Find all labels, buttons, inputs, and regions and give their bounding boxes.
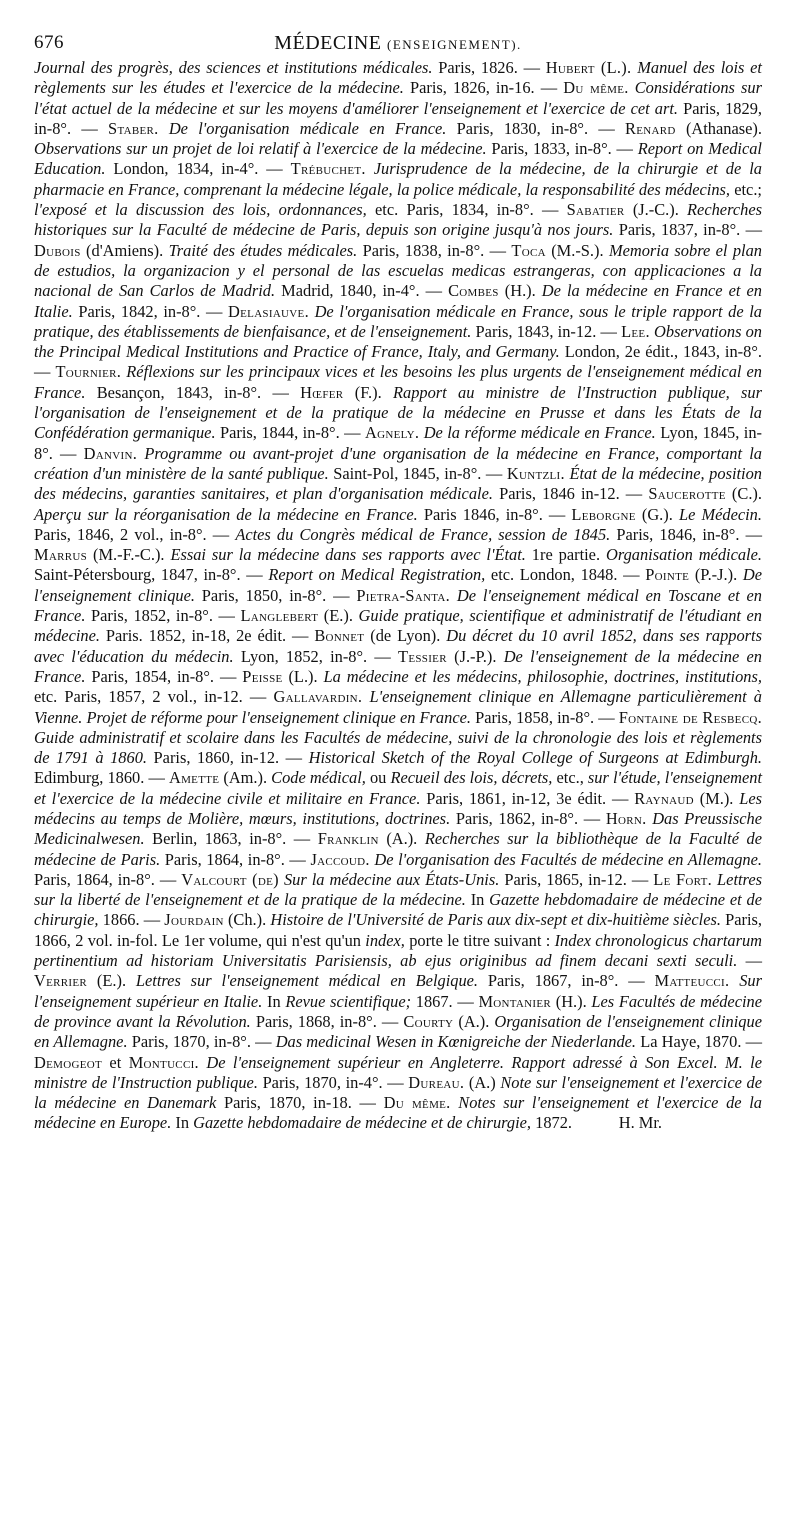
- citation-text: Paris, 1870, in-4°. —: [257, 1072, 409, 1092]
- work-title: De la réforme médicale en France.: [423, 423, 656, 443]
- author-name: Langlebert: [240, 606, 319, 626]
- work-title: Jurisprudence de la médecine, de la chirurgie et de la pharmacie en France, comprenant la médecine légale, la police médicale, la responsabilité des médecins,: [34, 159, 762, 199]
- citation-text: London, 1834, in-4°. —: [105, 159, 291, 179]
- citation-text: Paris, 1865, in-12. —: [499, 869, 654, 889]
- citation-text: (A.): [464, 1072, 501, 1092]
- author-signature: H. Mr.: [618, 1113, 662, 1133]
- work-title: La médecine et les médecins, philosophie, doctrines, institutions,: [323, 666, 762, 686]
- citation-text: Paris, 1858, in-8°. —: [470, 707, 619, 727]
- work-title: De l'enseignement de la médecine en France.: [34, 646, 762, 686]
- citation-text: Paris, 1826. —: [432, 58, 546, 77]
- citation-text: (H.).: [551, 991, 592, 1011]
- citation-text: In: [262, 991, 286, 1011]
- citation-text: (H.).: [498, 281, 542, 301]
- citation-text: Paris, 1846, 2 vol., in-8°. —: [34, 524, 236, 544]
- author-name: Bonnet: [314, 626, 365, 646]
- citation-text: Madrid, 1840, in-4°. —: [275, 281, 449, 301]
- work-title: Lettres sur l'enseignement médical en Belgique.: [135, 971, 479, 991]
- citation-text: (P.-J.).: [689, 565, 743, 585]
- citation-text: Paris, 1860, in-12. —: [147, 748, 309, 768]
- author-name: Tournier.: [55, 362, 122, 382]
- work-title: De l'organisation médicale en France, sous le triple rapport de la pratique, des établissements de bienfaisance, et de l'enseignement.: [34, 301, 762, 341]
- work-title: Organisation médicale.: [605, 545, 762, 565]
- citation-text: Berlin, 1863, in-8°. —: [144, 829, 318, 849]
- citation-text: Saint-Pol, 1845, in-8°. —: [328, 463, 507, 483]
- author-name: Trébuchet.: [290, 159, 366, 179]
- author-name: Saucerotte: [648, 484, 726, 504]
- work-title: l'exposé et la discussion des lois, ordonnances,: [34, 200, 367, 220]
- work-title: Revue scientifique;: [285, 991, 412, 1011]
- citation-text: et: [102, 1052, 129, 1072]
- citation-text: ou: [365, 768, 391, 788]
- citation-text: Paris, 1864, in-8°. —: [160, 849, 311, 869]
- citation-text: Paris, 1854, in-8°. —: [85, 666, 243, 686]
- author-name: Fontaine de Resbecq.: [618, 707, 762, 727]
- work-title: Les Facultés de médecine de province avant la Révolution.: [34, 991, 762, 1031]
- citation-text: [366, 159, 374, 178]
- work-title: De l'enseignement médical en Toscane et en France.: [34, 585, 762, 626]
- citation-text: (C.).: [725, 484, 762, 504]
- work-title: Gazette hebdomadaire de médecine et de chirurgie,: [193, 1113, 532, 1133]
- author-name: Kuntzli.: [506, 463, 565, 483]
- author-name: Toca: [511, 240, 546, 260]
- work-title: Observations on the Principal Medical Institutions and Practice of France, Italy, and Germany.: [34, 321, 763, 362]
- author-name: Danvin.: [83, 443, 138, 463]
- citation-text: (M.-S.).: [545, 240, 609, 260]
- work-title: Histoire de l'Université de Paris aux dix-sept et dix-huitième siècles.: [270, 910, 721, 930]
- author-name: Gallavardin.: [273, 687, 363, 707]
- author-name: Pietra-Santa.: [356, 585, 451, 605]
- work-title: De la médecine en France et en Italie.: [34, 281, 762, 321]
- page-number: 676: [34, 32, 64, 53]
- work-title: Code médical,: [271, 768, 366, 788]
- work-title: Le Médecin.: [678, 504, 762, 524]
- author-name: Pointe: [645, 565, 690, 585]
- author-name: Horn.: [605, 808, 647, 828]
- work-title: Essai sur la médecine dans ses rapports avec l'État.: [170, 545, 526, 565]
- citation-text: Paris, 1830, in-8°. —: [446, 118, 626, 138]
- citation-text: etc.,: [552, 768, 588, 788]
- citation-text: [450, 586, 457, 605]
- citation-text: La Haye, 1870. —: [636, 1032, 762, 1052]
- work-title: Das medicinal Wesen in Kœnigreiche der Niederlande.: [275, 1032, 637, 1052]
- author-name: Combes: [448, 281, 499, 301]
- author-name: Hubert (L.).: [545, 58, 632, 77]
- author-name: Dureau.: [408, 1072, 465, 1092]
- author-name: Agnely.: [365, 423, 420, 443]
- citation-text: Paris 1846, in-8°. —: [417, 504, 572, 524]
- citation-text: [729, 971, 739, 990]
- citation-text: Paris, 1844, in-8°. —: [215, 423, 366, 443]
- author-name: Jourdain: [164, 910, 224, 930]
- citation-text: Paris, 1870, in-8°. —: [127, 1032, 276, 1052]
- citation-text: Paris, 1862, in-8°. —: [450, 808, 606, 828]
- work-title: Organisation de l'enseignement clinique en Allemagne.: [34, 1011, 762, 1052]
- citation-text: (Athanase).: [675, 118, 762, 138]
- author-name: Hœfer: [300, 382, 344, 402]
- citation-text: London, 2e édit., 1843, in-8°. —: [34, 342, 762, 382]
- citation-text: (A.).: [453, 1011, 495, 1031]
- author-name: Peisse: [242, 666, 283, 686]
- work-title: Aperçu sur la réorganisation de la médecine en France.: [34, 504, 418, 524]
- work-title: De l'enseignement supérieur en Angleterre. Rapport adressé à Son Excel. M. le ministre de l'Instruction publique.: [34, 1052, 762, 1092]
- citation-text: etc. Paris, 1834, in-8°. —: [366, 200, 567, 220]
- work-title: De l'organisation des Facultés de médecine en Allemagne.: [374, 849, 762, 869]
- citation-text: (F.).: [343, 382, 393, 402]
- work-title: Recherches historiques sur la Faculté de médecine de Paris, depuis son origine jusqu'à nos jours.: [34, 200, 762, 240]
- citation-text: In: [171, 1113, 194, 1133]
- citation-text: [159, 119, 169, 138]
- citation-text: etc. Paris, 1857, 2 vol., in-12. —: [34, 687, 274, 707]
- author-name: Matteucci.: [654, 971, 730, 991]
- work-title: Sur l'enseignement supérieur en Italie.: [34, 971, 762, 1011]
- work-title: Report on Medical Education.: [34, 139, 762, 179]
- work-title: Traité des études médicales.: [168, 240, 358, 260]
- citation-text: Paris, 1852, in-8°. —: [85, 606, 241, 626]
- citation-text: Lyon, 1845, in-8°. —: [34, 423, 762, 463]
- work-title: Les médecins au temps de Molière, mœurs, institutions, doctrines.: [34, 788, 762, 828]
- work-title: Sur la médecine aux États-Unis.: [283, 869, 500, 889]
- work-title: Gazette hebdomadaire de médecine et de chirurgie,: [34, 890, 762, 930]
- work-title: Das Preussische Medicinalwesen.: [34, 808, 762, 849]
- author-name: Sabatier: [566, 200, 625, 220]
- work-title: Index chronologicus chartarum pertinentium ad historiam Universitatis Parisiensis, ab ejus originibus ad finem decani sexti seculi.: [34, 930, 762, 971]
- work-title: sur l'étude, l'enseignement et l'exercice de la médecine civile et militaire en France.: [34, 768, 763, 808]
- work-title: Du décret du 10 avril 1852, dans ses rapports avec l'éducation du médecin.: [34, 626, 762, 666]
- author-name: Marrus: [34, 545, 88, 565]
- citation-text: Paris. 1852, in-18, 2e édit. —: [99, 626, 315, 646]
- author-name: Tessier: [398, 646, 447, 666]
- citation-text: (Ch.).: [223, 910, 271, 930]
- author-name: Staber.: [108, 118, 159, 138]
- work-title: Rapport au ministre de l'Instruction publique, sur l'organisation de l'enseignement et de la pratique de la médecine en Prusse et dans les États de la Confédération germanique.: [34, 382, 762, 443]
- citation-text: Paris, 1861, in-12, 3e édit. —: [420, 788, 635, 808]
- citation-text: etc.;: [730, 179, 762, 199]
- citation-text: Saint-Pétersbourg, 1847, in-8°. —: [34, 565, 269, 585]
- running-title-subtitle: (ENSEIGNEMENT).: [387, 37, 522, 52]
- author-name: Renard: [625, 118, 676, 138]
- author-name: Verrier: [34, 971, 88, 991]
- citation-text: Edimburg, 1860. —: [34, 768, 169, 788]
- citation-text: Paris, 1826, in-16. —: [403, 78, 564, 98]
- work-title: Réflexions sur les principaux vices et les besoins les plus urgents de l'enseignement médical en France.: [34, 362, 762, 402]
- running-title-main: MÉDECINE: [274, 32, 382, 54]
- work-title: Lettres sur la liberté de l'enseignement et de la pratique de la médecine.: [34, 869, 762, 910]
- citation-text: Paris, 1850, in-8°. —: [194, 585, 357, 605]
- citation-text: (de Lyon).: [364, 626, 447, 646]
- citation-text: Paris, 1846 in-12. —: [492, 484, 649, 504]
- citation-text: Paris, 1833, in-8°. —: [486, 139, 638, 159]
- citation-text: (J.-P.).: [446, 646, 504, 666]
- work-title: Memoria sobre el plan de estudios, la organizacion y el personal de las escuelas medicas estrangeras, con applicaciones a la nacional de San Carlos de Madrid.: [34, 240, 762, 301]
- citation-text: Paris, 1864, in-8°. —: [34, 869, 182, 889]
- citation-text: etc. London, 1848. —: [485, 565, 646, 585]
- author-name: Raynaud: [634, 788, 694, 808]
- citation-text: 1872.: [531, 1113, 573, 1133]
- work-title: Historical Sketch of the Royal College of Surgeons at Edimburgh.: [308, 748, 762, 768]
- citation-text: Paris, 1838, in-8°. —: [357, 240, 512, 260]
- citation-text: (A.).: [378, 829, 425, 849]
- citation-text: Paris, 1866, 2 vol. in-fol. Le 1er volume, qui n'est qu'un: [34, 910, 763, 950]
- citation-text: 1re partie.: [525, 545, 606, 565]
- author-name: Jaccoud.: [310, 849, 370, 869]
- author-name: Amette: [168, 768, 220, 788]
- work-title: Observations sur un projet de loi relatif à l'exercice de la médecine.: [34, 139, 487, 159]
- work-title: De l'organisation médicale en France.: [168, 118, 447, 138]
- author-name: Courty: [403, 1011, 454, 1031]
- author-name: Franklin: [317, 829, 379, 849]
- work-title: Guide pratique, scientifique et administratif de l'étudiant en médecine.: [34, 606, 762, 646]
- work-title: Recueil des lois, décrets,: [390, 768, 553, 788]
- citation-text: 1867. —: [411, 991, 479, 1011]
- citation-text: porte le titre suivant :: [404, 930, 555, 950]
- author-name: Leborgne: [571, 504, 636, 524]
- citation-text: Paris, 1867, in-8°. —: [478, 971, 655, 991]
- citation-text: (M.).: [693, 788, 740, 808]
- bibliography-paragraph: [34, 58, 762, 1134]
- work-title: Programme ou avant-projet d'une organisation de la médecine en France, comportant la création d'un ministère de la santé publique.: [34, 443, 762, 483]
- running-header: [34, 22, 762, 54]
- author-name: Demogeot: [34, 1052, 103, 1072]
- author-name: Montanier: [478, 991, 552, 1011]
- citation-text: Paris, 1829, in-8°. —: [34, 98, 762, 138]
- citation-text: Paris, 1870, in-18. —: [216, 1093, 384, 1113]
- citation-text: Paris, 1846, in-8°. —: [610, 524, 762, 544]
- work-title: Journal des progrès, des sciences et institutions médicales.: [34, 58, 433, 77]
- author-name: Lee.: [621, 321, 650, 341]
- author-name: Du même.: [563, 78, 629, 98]
- citation-text: (J.-C.).: [624, 200, 688, 220]
- author-name: Delasiauve.: [228, 301, 309, 321]
- citation-text: Paris, 1843, in-12. —: [471, 321, 622, 341]
- running-title: [34, 32, 762, 55]
- author-name: Montucci.: [128, 1052, 199, 1072]
- citation-text: —: [737, 951, 762, 971]
- citation-text: In: [465, 890, 490, 910]
- citation-text: Paris, 1842, in-8°. —: [72, 301, 229, 321]
- author-name: Dubois: [34, 240, 81, 260]
- work-title: De l'enseignement clinique.: [34, 565, 762, 605]
- work-title: Note sur l'enseignement et l'exercice de la médecine en Danemark: [34, 1072, 762, 1113]
- citation-text: Lyon, 1852, in-8°. —: [233, 646, 399, 666]
- author-name: Le Fort.: [653, 869, 713, 889]
- citation-text: (L.).: [282, 666, 324, 686]
- work-title: Recherches sur la bibliothèque de la Faculté de médecine de Paris.: [34, 829, 762, 869]
- work-title: Considérations sur l'état actuel de la médecine et sur les moyens d'améliorer l'enseignement et l'exercice de cet art.: [34, 78, 762, 118]
- bibliography-text: [34, 58, 762, 1134]
- citation-text: 1866. —: [98, 910, 165, 930]
- citation-text: (M.-F.-C.).: [87, 545, 171, 565]
- citation-text: Paris, 1868, in-8°. —: [250, 1011, 404, 1031]
- work-title: Report on Medical Registration,: [268, 565, 486, 585]
- citation-text: (E.).: [318, 606, 359, 626]
- work-title: Guide administratif et scolaire dans les Facultés de médecine, suivi de la chronologie des lois et règlements de 1791 à 1860.: [34, 727, 762, 768]
- work-title: Notes sur l'enseignement et l'exercice de la médecine en Europe.: [34, 1093, 762, 1133]
- citation-text: (Am.).: [219, 768, 272, 788]
- author-name: Du même.: [383, 1093, 451, 1113]
- citation-text: Besançon, 1843, in-8°. —: [85, 382, 301, 402]
- work-title: L'enseignement clinique en Allemagne particulièrement à Vienne. Projet de réforme pour l'enseignement clinique en France.: [34, 687, 762, 727]
- author-name: Valcourt (de): [181, 869, 279, 889]
- citation-text: (G.).: [635, 504, 679, 524]
- work-title: Manuel des lois et règlements sur les études et l'exercice de la médecine.: [34, 58, 762, 98]
- work-title: Actes du Congrès médical de France, session de 1845.: [235, 524, 611, 544]
- work-title: État de la médecine, position des médecins, garanties sanitaires, et plan d'organisation médicale.: [34, 463, 762, 504]
- work-title: index,: [365, 930, 405, 950]
- citation-text: (d'Amiens).: [80, 240, 169, 260]
- citation-text: (E.).: [87, 971, 136, 991]
- citation-text: Paris, 1837, in-8°. —: [613, 220, 762, 240]
